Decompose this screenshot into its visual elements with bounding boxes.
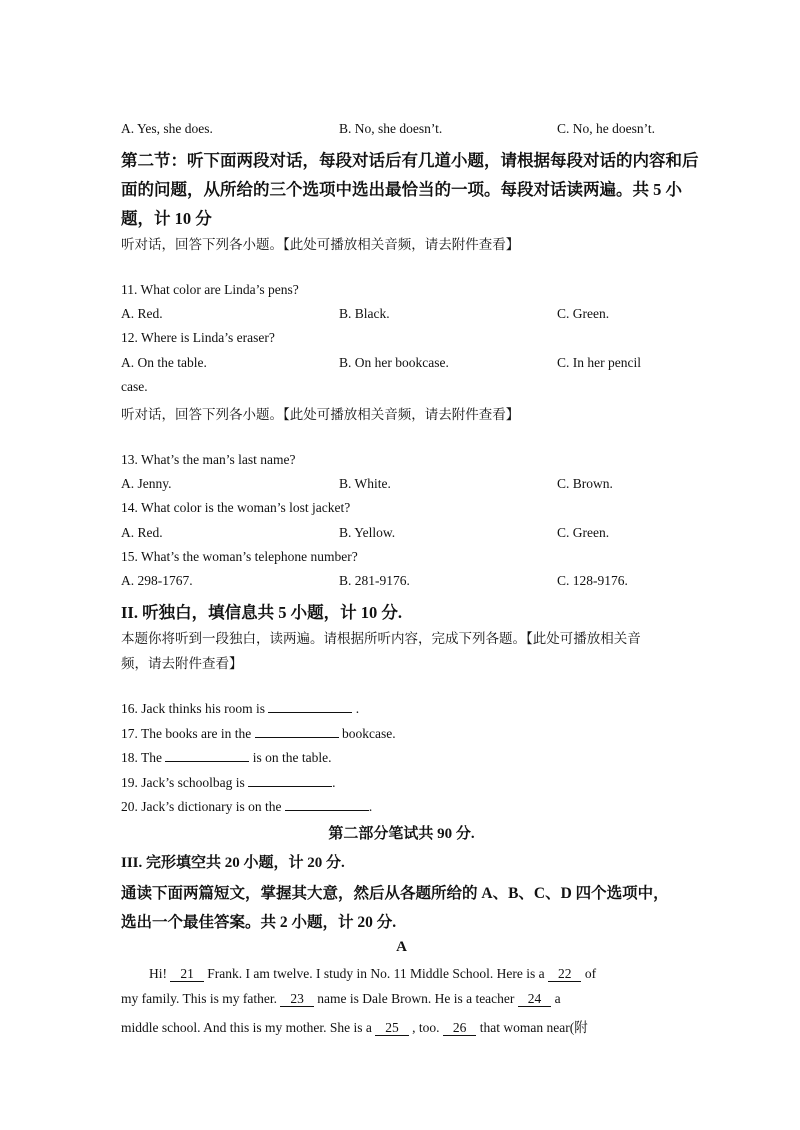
option-b: B. 281-9176. [339,573,410,588]
blank-number[interactable]: 25 [375,1021,409,1036]
question-12: 12. Where is Linda’s eraser? [121,330,275,345]
option-b: B. On her bookcase. [339,355,449,370]
passage-text: Frank. I am twelve. I study in No. 11 Middle School. Here is a [203,966,548,981]
answer-blank[interactable] [268,699,352,713]
blank-number[interactable]: 24 [518,992,552,1007]
instruction-line-2: 选出一个最佳答案。共 2 小题，计 20 分. [121,914,397,931]
option-c: C. No, he doesn’t. [557,121,655,136]
item-text: 19. Jack’s schoolbag is [121,775,249,790]
section2-heading-line-1: 第二节：听下面两段对话，每段对话后有几道小题，请根据每段对话的内容和后 [121,151,699,170]
item-text-end: . [332,775,336,790]
dialogue-note-2: 听对话，回答下列各小题。【此处可播放相关音频，请去附件查看】 [121,407,520,422]
passage-text: that woman near(附 [476,1020,588,1035]
item-text: 20. Jack’s dictionary is on the [121,799,285,814]
dialogue-note-1: 听对话，回答下列各小题。【此处可播放相关音频，请去附件查看】 [121,237,520,252]
passage-text: Hi! [149,966,171,981]
item-text: 17. The books are in the [121,726,255,741]
option-a: A. On the table. [121,355,207,370]
option-a: A. 298-1767. [121,573,193,588]
fill-item-19 [121,773,682,791]
answer-blank[interactable] [255,724,339,738]
option-b: B. White. [339,476,391,491]
item-text-end: bookcase. [338,726,396,741]
option-c: C. In her pencil [557,355,641,370]
option-c-wrap: case. [121,379,148,394]
item-text-end: . [368,799,373,814]
item-text: 18. The [121,750,166,765]
option-c: C. 128-9176. [557,573,628,588]
section-ii-note-2: 频，请去附件查看】 [121,656,243,671]
item-text: 16. Jack thinks his room is [121,701,269,716]
fill-item-18 [121,748,682,766]
question-14: 14. What color is the woman’s lost jacket? [121,500,351,515]
passage-line-2 [121,991,682,1007]
section-ii-note-1: 本题你将听到一段独白，读两遍。请根据所听内容，完成下列各题。【此处可播放相关音 [121,631,641,646]
section2-heading-line-3: 题，计 10 分 [121,209,212,228]
instruction-line-1: 通读下面两篇短文，掌握其大意，然后从各题所给的 A、B、C、D 四个选项中， [121,885,669,902]
question-15: 15. What’s the woman’s telephone number? [121,549,358,564]
passage-text: of [581,966,597,981]
passage-line-3 [121,1016,682,1036]
fill-item-16 [121,699,682,717]
item-text-end: . [352,701,360,716]
section-iii-heading: III. 完形填空共 20 小题，计 20 分. [121,855,345,871]
option-b: B. No, she doesn’t. [339,121,443,136]
passage-text: my family. This is my father. [121,991,281,1006]
answer-blank[interactable] [165,748,249,762]
blank-number[interactable]: 22 [548,967,582,982]
option-b: B. Black. [339,306,390,321]
option-c: C. Green. [557,306,610,321]
fill-item-17 [121,724,682,742]
blank-number[interactable]: 21 [170,967,204,982]
blank-number[interactable]: 26 [443,1021,477,1036]
answer-blank[interactable] [285,797,369,811]
blank-number[interactable]: 23 [280,992,314,1007]
question-11: 11. What color are Linda’s pens? [121,282,299,297]
passage-text: , too. [408,1020,443,1035]
answer-blank[interactable] [248,773,332,787]
passage-text: middle school. And this is my mother. She is a [121,1020,376,1035]
passage-text: a [551,991,561,1006]
passage-line-1 [149,966,682,982]
item-text-end: is on the table. [249,750,332,765]
fill-item-20 [121,797,682,815]
option-a: A. Red. [121,306,163,321]
question-13: 13. What’s the man’s last name? [121,452,296,467]
part2-title: 第二部分笔试共 90 分. [328,826,475,842]
option-a: A. Jenny. [121,476,172,491]
option-b: B. Yellow. [339,525,396,540]
passage-label: A [396,939,407,955]
option-a: A. Yes, she does. [121,121,213,136]
option-c: C. Green. [557,525,610,540]
option-a: A. Red. [121,525,163,540]
passage-text: name is Dale Brown. He is a teacher [313,991,518,1006]
section2-heading-line-2: 面的问题，从所给的三个选项中选出最恰当的一项。每段对话读两遍。共 5 小 [121,180,682,199]
section-ii-heading: II. 听独白，填信息共 5 小题，计 10 分. [121,603,402,622]
option-c: C. Brown. [557,476,613,491]
